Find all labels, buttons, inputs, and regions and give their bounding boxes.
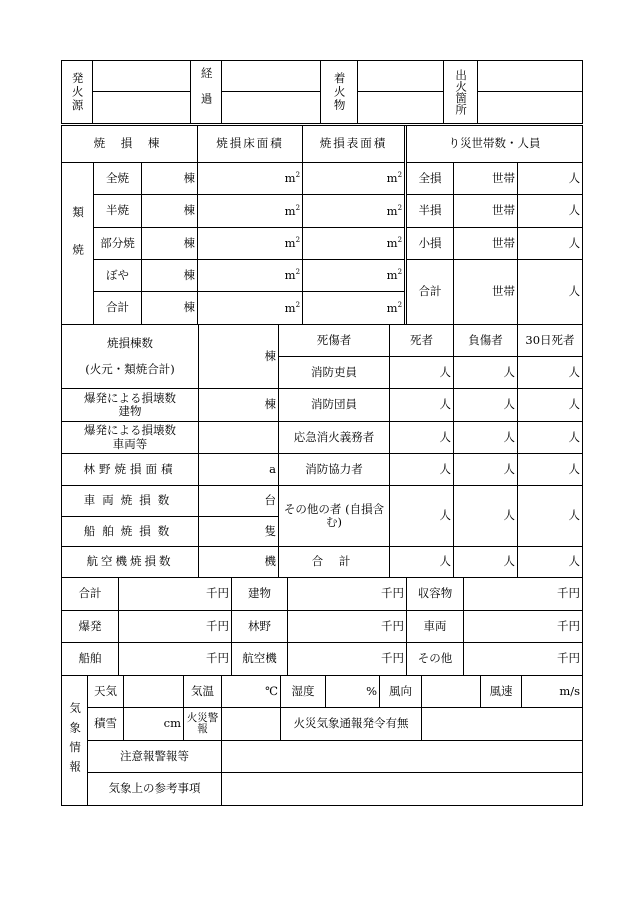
wind-speed-unit[interactable]: m/s — [522, 676, 583, 708]
unit-sq: 2 — [295, 171, 301, 180]
unit-nin[interactable]: 人 — [518, 486, 583, 547]
unit-sen-yen[interactable]: 千円 — [288, 611, 407, 643]
loss-label-ship: 船舶 — [62, 643, 119, 676]
explosion-vehicle-sub: 車両等 — [112, 436, 148, 451]
casualty-row-total: 合 計 — [279, 547, 390, 578]
casualty-table — [61, 324, 583, 578]
unit-nin[interactable]: 人 — [518, 454, 583, 486]
unit-setai: 世帯 — [454, 163, 518, 195]
unit-setai: 世帯 — [454, 228, 518, 260]
unit-nin[interactable]: 人 — [518, 547, 583, 578]
unit-sq: 2 — [295, 236, 301, 245]
unit-sen-yen[interactable]: 千円 — [464, 578, 583, 611]
advisory-label: 注意報警報等 — [88, 741, 222, 773]
unit-sq: 2 — [295, 203, 301, 212]
unit-sen-yen[interactable]: 千円 — [288, 643, 407, 676]
burned-buildings-title: 焼損棟数 — [107, 336, 153, 351]
burned-buildings-label — [62, 325, 199, 389]
unit-sq: 2 — [397, 300, 403, 309]
header-surface-area: 焼損表面積 — [303, 126, 406, 163]
unit-sq: 2 — [397, 171, 403, 180]
location-field[interactable] — [478, 61, 583, 92]
surface-area-cell[interactable] — [303, 292, 406, 325]
weather-reference-label: 気象上の参考事項 — [88, 773, 222, 806]
loss-label-total: 合計 — [62, 578, 119, 611]
row-label-total-burn: 全焼 — [94, 163, 142, 195]
unit-nin[interactable]: 人 — [390, 454, 454, 486]
vehicle-burn-label: 車両焼損数 — [62, 486, 199, 517]
location-label: 出火箇所 — [454, 69, 469, 115]
unit-ban: 棟 — [142, 228, 198, 260]
ship-burn-unit[interactable]: 隻 — [199, 517, 279, 547]
unit-sq: 2 — [295, 268, 301, 277]
unit-m2: m — [386, 236, 398, 251]
snow-label: 積雪 — [88, 708, 124, 741]
unit-nin[interactable]: 人 — [390, 389, 454, 422]
loss-label-vehicle: 車両 — [407, 611, 464, 643]
explosion-building-sub: 建物 — [118, 404, 142, 418]
explosion-building-unit[interactable]: 棟 — [199, 389, 279, 422]
weather-field[interactable] — [124, 676, 184, 708]
unit-nin[interactable]: 人 — [454, 454, 518, 486]
weather-group-label: 気象情報 — [68, 701, 83, 780]
spread-group-label: 類焼 — [71, 206, 86, 281]
process-field[interactable] — [222, 61, 321, 92]
unit-nin[interactable]: 人 — [390, 486, 454, 547]
casualty-row-others: その他の者 (自損含む) — [279, 486, 390, 547]
unit-m2: m — [284, 236, 296, 251]
source-label: 発火源 — [70, 71, 85, 113]
unit-nin[interactable]: 人 — [454, 422, 518, 454]
explosion-vehicle-title: 爆発による損壊数 — [84, 423, 176, 438]
loss-label-other: その他 — [407, 643, 464, 676]
floor-area-cell[interactable] — [198, 228, 303, 260]
origin-table — [61, 60, 583, 124]
loss-label-explosion: 爆発 — [62, 611, 119, 643]
temperature-label: 気温 — [184, 676, 222, 708]
unit-m2: m — [284, 300, 296, 315]
loss-label-contents: 収容物 — [407, 578, 464, 611]
fire-weather-notice-field[interactable] — [422, 708, 583, 741]
loss-label-building: 建物 — [232, 578, 288, 611]
unit-nin[interactable]: 人 — [454, 486, 518, 547]
casualty-row-emergency-duty: 応急消火義務者 — [279, 422, 390, 454]
header-casualty: 死傷者 — [279, 325, 390, 357]
unit-nin: 人 — [518, 228, 583, 260]
unit-m2: m — [284, 171, 296, 186]
row-label-smolder: ぼや — [94, 260, 142, 292]
fire-weather-notice-label: 火災気象通報発令有無 — [281, 708, 422, 741]
unit-nin[interactable]: 人 — [454, 357, 518, 389]
fire-warning-label: 火災警報 — [184, 708, 222, 741]
unit-ban: 棟 — [142, 195, 198, 228]
snow-unit[interactable]: cm — [124, 708, 184, 741]
humidity-label: 湿度 — [281, 676, 326, 708]
explosion-vehicle-unit[interactable] — [199, 422, 279, 454]
surface-area-cell[interactable] — [303, 195, 406, 228]
header-households: り災世帯数・人員 — [406, 126, 583, 163]
floor-area-cell[interactable] — [198, 163, 303, 195]
explosion-building-label — [62, 389, 199, 422]
unit-sen-yen[interactable]: 千円 — [288, 578, 407, 611]
source-field-2[interactable] — [93, 92, 191, 124]
wind-speed-label: 風速 — [481, 676, 522, 708]
row-label-total: 合計 — [94, 292, 142, 325]
unit-nin: 人 — [518, 195, 583, 228]
burn-area-table — [61, 125, 583, 325]
unit-sq: 2 — [295, 300, 301, 309]
humidity-unit[interactable]: % — [326, 676, 380, 708]
header-injured: 負傷者 — [454, 325, 518, 357]
aircraft-burn-unit[interactable]: 機 — [199, 547, 279, 578]
unit-nin[interactable]: 人 — [390, 357, 454, 389]
header-dead: 死者 — [390, 325, 454, 357]
unit-sen-yen[interactable]: 千円 — [119, 578, 232, 611]
wind-direction-field[interactable] — [422, 676, 481, 708]
damage-label-half-loss: 半損 — [406, 195, 454, 228]
row-label-half-burn: 半焼 — [94, 195, 142, 228]
casualty-row-fire-corps: 消防団員 — [279, 389, 390, 422]
unit-sen-yen[interactable]: 千円 — [464, 611, 583, 643]
ignited-field-2[interactable] — [358, 92, 444, 124]
unit-nin[interactable]: 人 — [454, 389, 518, 422]
ignited-field[interactable] — [358, 61, 444, 92]
unit-sen-yen[interactable]: 千円 — [464, 643, 583, 676]
loss-amount-table — [61, 577, 583, 676]
burned-buildings-unit[interactable]: 棟 — [199, 325, 279, 389]
explosion-building-title: 爆発による損壊数 — [84, 390, 176, 405]
aircraft-burn-label: 航空機焼損数 — [62, 547, 199, 578]
unit-ban: 棟 — [142, 292, 198, 325]
floor-area-cell[interactable] — [198, 292, 303, 325]
damage-label-total-loss: 全損 — [406, 163, 454, 195]
explosion-vehicle-label — [62, 422, 199, 454]
unit-nin[interactable]: 人 — [454, 547, 518, 578]
loss-label-forest: 林野 — [232, 611, 288, 643]
unit-m2: m — [386, 203, 398, 218]
header-buildings: 焼 損 棟 — [62, 126, 198, 163]
header-dead-30: 30日死者 — [518, 325, 583, 357]
unit-nin[interactable]: 人 — [390, 547, 454, 578]
unit-sen-yen[interactable]: 千円 — [119, 611, 232, 643]
process-field-2[interactable] — [222, 92, 321, 124]
casualty-row-cooperator: 消防協力者 — [279, 454, 390, 486]
loss-label-aircraft: 航空機 — [232, 643, 288, 676]
damage-label-total: 合計 — [406, 260, 454, 325]
unit-nin[interactable]: 人 — [518, 357, 583, 389]
source-field[interactable] — [93, 61, 191, 92]
damage-label-small-loss: 小損 — [406, 228, 454, 260]
unit-sq: 2 — [397, 203, 403, 212]
unit-m2: m — [386, 300, 398, 315]
surface-area-cell[interactable] — [303, 228, 406, 260]
forest-area-label: 林野焼損面積 — [62, 454, 199, 486]
unit-setai: 世帯 — [454, 260, 518, 325]
vehicle-burn-unit[interactable]: 台 — [199, 486, 279, 517]
temperature-unit[interactable]: ℃ — [222, 676, 281, 708]
burned-buildings-sub: (火元・類焼合計) — [85, 361, 175, 376]
unit-sq: 2 — [397, 236, 403, 245]
unit-nin[interactable]: 人 — [390, 422, 454, 454]
ignited-label: 着火物 — [332, 71, 347, 113]
ship-burn-label: 船舶焼損数 — [62, 517, 199, 547]
unit-nin[interactable]: 人 — [518, 422, 583, 454]
unit-ban: 棟 — [142, 163, 198, 195]
location-field-2[interactable] — [478, 92, 583, 124]
floor-area-cell[interactable] — [198, 195, 303, 228]
unit-nin[interactable]: 人 — [518, 389, 583, 422]
section-divider — [61, 123, 582, 126]
unit-ban: 棟 — [142, 260, 198, 292]
weather-reference-field[interactable] — [222, 773, 583, 806]
process-label: 経過 — [199, 66, 214, 118]
weather-label: 天気 — [88, 676, 124, 708]
unit-sen-yen[interactable]: 千円 — [119, 643, 232, 676]
unit-nin: 人 — [518, 260, 583, 325]
forest-area-unit[interactable]: a — [199, 454, 279, 486]
header-floor-area: 焼損床面積 — [198, 126, 303, 163]
unit-m2: m — [386, 171, 398, 186]
surface-area-cell[interactable] — [303, 163, 406, 195]
unit-m2: m — [284, 268, 296, 283]
unit-m2: m — [284, 203, 296, 218]
wind-direction-label: 風向 — [380, 676, 422, 708]
weather-table — [61, 675, 583, 806]
casualty-row-fire-officer: 消防吏員 — [279, 357, 390, 389]
fire-warning-field[interactable] — [222, 708, 281, 741]
unit-m2: m — [386, 268, 398, 283]
unit-setai: 世帯 — [454, 195, 518, 228]
surface-area-cell[interactable] — [303, 260, 406, 292]
unit-sq: 2 — [397, 268, 403, 277]
row-label-partial-burn: 部分焼 — [94, 228, 142, 260]
unit-nin: 人 — [518, 163, 583, 195]
floor-area-cell[interactable] — [198, 260, 303, 292]
advisory-field[interactable] — [222, 741, 583, 773]
